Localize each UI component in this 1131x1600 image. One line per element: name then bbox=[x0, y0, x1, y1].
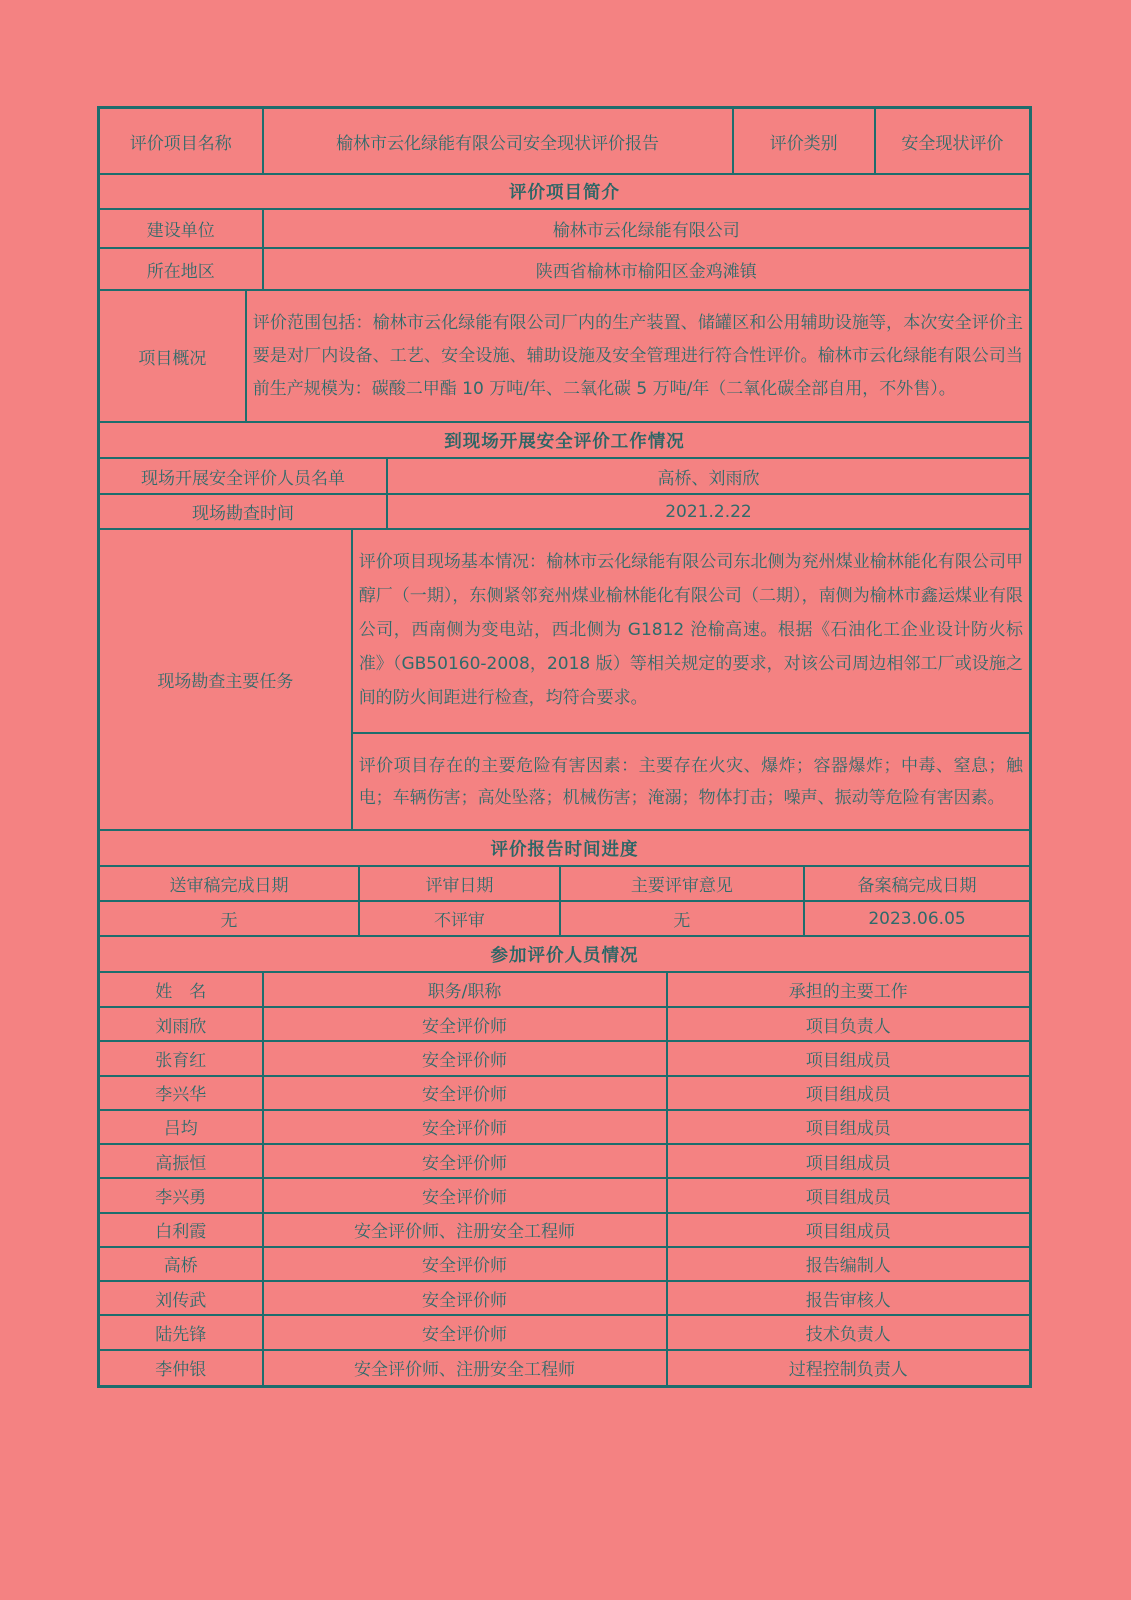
section-personnel-title: 参加评价人员情况 bbox=[490, 945, 639, 966]
person-title: 安全评价师 bbox=[264, 1008, 668, 1040]
schedule-value-draft-date: 无 bbox=[100, 902, 360, 935]
table-row bbox=[100, 1282, 1029, 1316]
project-title-row bbox=[100, 109, 1029, 175]
table-row bbox=[100, 1351, 1029, 1385]
table-row bbox=[100, 1248, 1029, 1282]
person-name: 张育红 bbox=[100, 1042, 264, 1074]
person-duty: 项目组成员 bbox=[805, 1119, 891, 1140]
person-title: 安全评价师 bbox=[264, 1077, 668, 1109]
staff-list-label: 现场开展安全评价人员名单 bbox=[100, 459, 388, 493]
schedule-header-row bbox=[100, 867, 1029, 902]
person-name: 陆先锋 bbox=[100, 1316, 264, 1348]
table-row bbox=[100, 1008, 1029, 1042]
site-conditions-paragraph: 评价项目现场基本情况：榆林市云化绿能有限公司东北侧为兖州煤业榆林能化有限公司甲醇厂（一期），东侧紧邻兖州煤业榆林能化有限公司（二期），南侧为榆林市鑫运煤业有限公司，西南侧为变电站，西北侧为 G1812 沧榆高速。根据《石油化工企业设计防火标准》（GB50160-2008，2018 版）等相关规定的要求，对该公司周边相邻工厂或设施之间的防火间距进行检查，均符合要求。 bbox=[358, 552, 1023, 708]
person-title: 安全评价师 bbox=[264, 1179, 668, 1211]
person-duty: 项目组成员 bbox=[805, 1187, 891, 1208]
person-title: 安全评价师、注册安全工程师 bbox=[264, 1351, 668, 1385]
person-duty: 项目组成员 bbox=[805, 1085, 891, 1106]
person-duty: 报告审核人 bbox=[805, 1290, 891, 1311]
person-name: 吕均 bbox=[100, 1111, 264, 1143]
person-duty: 项目组成员 bbox=[805, 1153, 891, 1174]
project-overview-paragraph: 评价范围包括：榆林市云化绿能有限公司厂内的生产装置、储罐区和公用辅助设施等，本次安全评价主要是对厂内设备、工艺、安全设施、辅助设施及安全管理进行符合性评价。榆林市云化绿能有限公司当前生产规模为：碳酸二甲酯 10 万吨/年、二氧化碳 5 万吨/年（二氧化碳全部自用，不外售）。 bbox=[252, 312, 1023, 399]
person-title: 安全评价师 bbox=[264, 1042, 668, 1074]
table-row bbox=[100, 1145, 1029, 1179]
project-overview-text bbox=[247, 291, 1029, 421]
person-duty: 技术负责人 bbox=[805, 1325, 891, 1346]
survey-date-value: 2021.2.22 bbox=[665, 501, 752, 522]
region-label: 所在地区 bbox=[100, 249, 264, 289]
hazard-factors-paragraph: 评价项目存在的主要危险有害因素：主要存在火灾、爆炸；容器爆炸；中毒、窒息；触电；车辆伤害；高处坠落；机械伤害；淹溺；物体打击；噪声、振动等危险有害因素。 bbox=[358, 755, 1023, 808]
staff-list-row bbox=[100, 459, 1029, 495]
builder-row bbox=[100, 210, 1029, 249]
person-title: 安全评价师 bbox=[264, 1111, 668, 1143]
person-duty: 项目组成员 bbox=[805, 1222, 891, 1243]
table-row bbox=[100, 1077, 1029, 1111]
section-personnel-header-row bbox=[100, 937, 1029, 973]
project-overview-row bbox=[100, 291, 1029, 423]
person-name: 李仲银 bbox=[100, 1351, 264, 1385]
schedule-header-record-date: 备案稿完成日期 bbox=[857, 876, 977, 896]
section-intro-header-row bbox=[100, 175, 1029, 210]
project-name-value: 榆林市云化绿能有限公司安全现状评价报告 bbox=[264, 109, 734, 173]
table-row bbox=[100, 1214, 1029, 1248]
personnel-header-duty: 承担的主要工作 bbox=[788, 982, 908, 1002]
table-row bbox=[100, 1316, 1029, 1350]
project-name-label: 评价项目名称 bbox=[100, 109, 264, 173]
person-title: 安全评价师 bbox=[264, 1316, 668, 1348]
section-schedule-header-row bbox=[100, 831, 1029, 867]
survey-task-content bbox=[353, 530, 1029, 829]
person-duty: 项目负责人 bbox=[805, 1016, 891, 1037]
person-name: 刘雨欣 bbox=[100, 1008, 264, 1040]
person-duty: 报告编制人 bbox=[805, 1256, 891, 1277]
survey-date-label: 现场勘查时间 bbox=[100, 495, 388, 528]
project-overview-label: 项目概况 bbox=[100, 291, 247, 421]
schedule-value-review-date: 不评审 bbox=[360, 902, 561, 935]
schedule-value-row bbox=[100, 902, 1029, 937]
person-name: 刘传武 bbox=[100, 1282, 264, 1314]
person-duty: 过程控制负责人 bbox=[788, 1360, 908, 1381]
personnel-header-name: 姓 名 bbox=[100, 973, 264, 1006]
person-name: 李兴勇 bbox=[100, 1179, 264, 1211]
personnel-header-row bbox=[100, 973, 1029, 1008]
schedule-value-record-date: 2023.06.05 bbox=[868, 908, 966, 929]
builder-label: 建设单位 bbox=[100, 210, 264, 247]
table-row bbox=[100, 1179, 1029, 1213]
hazard-factors-cell bbox=[353, 734, 1029, 829]
person-name: 高振恒 bbox=[100, 1145, 264, 1177]
builder-value: 榆林市云化绿能有限公司 bbox=[552, 221, 740, 241]
person-title: 安全评价师 bbox=[264, 1282, 668, 1314]
category-value: 安全现状评价 bbox=[901, 133, 1004, 154]
survey-date-row bbox=[100, 495, 1029, 530]
section-sitework-title: 到现场开展安全评价工作情况 bbox=[444, 431, 685, 452]
survey-task-label: 现场勘查主要任务 bbox=[100, 530, 353, 829]
region-row bbox=[100, 249, 1029, 291]
person-title: 安全评价师 bbox=[264, 1145, 668, 1177]
person-name: 高桥 bbox=[100, 1248, 264, 1280]
personnel-table-body bbox=[100, 1008, 1029, 1385]
evaluation-form-table bbox=[97, 106, 1032, 1388]
table-row bbox=[100, 1042, 1029, 1076]
section-schedule-title: 评价报告时间进度 bbox=[490, 839, 639, 860]
schedule-header-draft-date: 送审稿完成日期 bbox=[100, 867, 360, 900]
schedule-header-review-opinion: 主要评审意见 bbox=[561, 867, 805, 900]
person-name: 李兴华 bbox=[100, 1077, 264, 1109]
person-name: 白利霞 bbox=[100, 1214, 264, 1246]
section-intro-title: 评价项目简介 bbox=[509, 183, 620, 203]
person-title: 安全评价师、注册安全工程师 bbox=[264, 1214, 668, 1246]
schedule-value-review-opinion: 无 bbox=[561, 902, 805, 935]
site-conditions-cell bbox=[353, 530, 1029, 734]
section-sitework-header-row bbox=[100, 423, 1029, 459]
table-row bbox=[100, 1111, 1029, 1145]
person-title: 安全评价师 bbox=[264, 1248, 668, 1280]
category-label: 评价类别 bbox=[734, 109, 876, 173]
survey-task-row bbox=[100, 530, 1029, 831]
staff-list-value: 高桥、刘雨欣 bbox=[657, 468, 760, 489]
schedule-header-review-date: 评审日期 bbox=[360, 867, 561, 900]
personnel-header-title: 职务/职称 bbox=[264, 973, 668, 1006]
person-duty: 项目组成员 bbox=[805, 1050, 891, 1071]
region-value: 陕西省榆林市榆阳区金鸡滩镇 bbox=[535, 261, 757, 282]
